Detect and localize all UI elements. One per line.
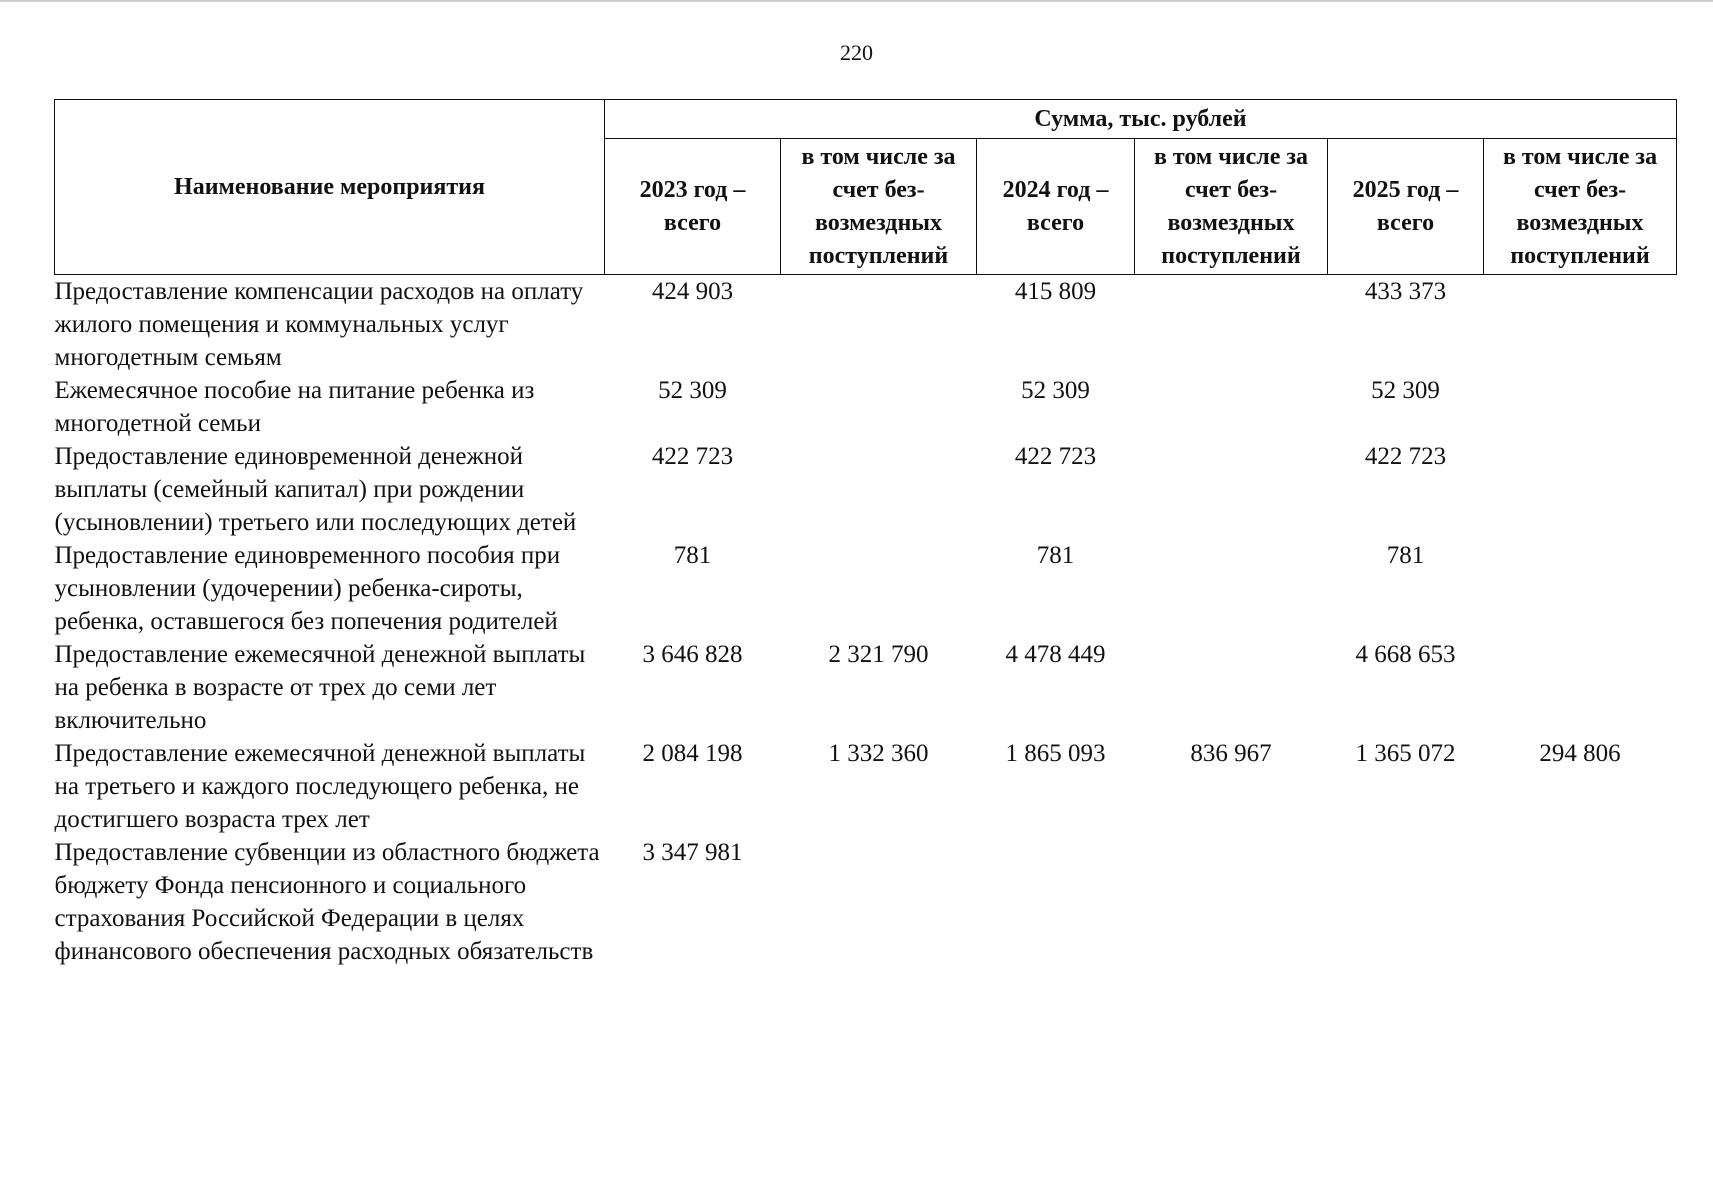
value-2024-free (1135, 836, 1328, 968)
value-2025-total (1328, 836, 1484, 968)
row-name: Предоставление компенсации расходов на оплату жилого помещения и коммунальных услуг многодетным семьям (54, 278, 584, 371)
row-name: Ежемесячное пособие на питание ребенка из многодетной семьи (54, 377, 535, 437)
value-2025-total: 4 668 653 (1355, 641, 1456, 668)
page-number: 220 (840, 40, 873, 65)
header-2023-free: в том числе за счет без-возмездных поступлений (781, 139, 977, 275)
value-2024-total: 781 (1036, 542, 1075, 569)
value-2023-free: 1 332 360 (828, 740, 929, 767)
table-row (55, 440, 1677, 539)
row-name: Предоставление единовременной денежной выплаты (семейный капитал) при рождении (усыновлении) третьего или последующих детей (54, 443, 577, 536)
value-2024-total: 1 865 093 (1005, 740, 1106, 767)
value-2025-free (1484, 638, 1677, 737)
value-2024-free (1135, 374, 1328, 440)
row-name: Предоставление единовременного пособия при усыновлении (удочерении) ребенка-сироты, ребенка, оставшегося без попечения родителей (54, 542, 561, 635)
header-2024-free: в том числе за счет без-возмездных поступлений (1135, 139, 1328, 275)
budget-table (54, 99, 1677, 968)
value-2023-free (781, 539, 977, 638)
header-sum-group: Сумма, тыс. рублей (605, 100, 1677, 139)
table-header (55, 100, 1677, 275)
header-name-column: Наименование мероприятия (55, 100, 605, 275)
value-2024-free (1135, 440, 1328, 539)
table-row (55, 638, 1677, 737)
value-2023-free (781, 275, 977, 375)
value-2024-free (1135, 539, 1328, 638)
value-2023-total: 781 (673, 542, 712, 569)
row-name: Предоставление субвенции из областного бюджета бюджету Фонда пенсионного и социального страхования Российской Федерации в целях финансового обеспечения расходных обязательств (54, 839, 600, 965)
value-2023-total: 52 309 (658, 377, 727, 404)
value-2025-total: 433 373 (1364, 278, 1447, 305)
header-2023-total: 2023 год – всего (605, 139, 781, 275)
value-2023-total: 3 646 828 (642, 641, 743, 668)
value-2025-total: 52 309 (1371, 377, 1440, 404)
value-2025-total: 1 365 072 (1355, 740, 1456, 767)
value-2023-total: 424 903 (651, 278, 734, 305)
value-2024-total: 4 478 449 (1005, 641, 1106, 668)
value-2025-free (1484, 836, 1677, 968)
value-2023-free (781, 836, 977, 968)
scan-top-edge (0, 0, 1713, 2)
header-2024-total: 2024 год – всего (977, 139, 1135, 275)
table-row (55, 374, 1677, 440)
value-2025-free (1484, 374, 1677, 440)
value-2024-free (1135, 275, 1328, 375)
value-2024-total (977, 836, 1135, 968)
header-2025-total: 2025 год – всего (1328, 139, 1484, 275)
header-2025-free: в том числе за счет без-возмездных поступлений (1484, 139, 1677, 275)
table-body (55, 275, 1677, 969)
value-2023-total: 3 347 981 (642, 839, 743, 866)
value-2024-total: 422 723 (1014, 443, 1097, 470)
value-2024-free (1135, 638, 1328, 737)
value-2024-total: 52 309 (1021, 377, 1090, 404)
row-name: Предоставление ежемесячной денежной выплаты на ребенка в возрасте от трех до семи лет включительно (54, 641, 586, 734)
value-2023-free: 2 321 790 (828, 641, 929, 668)
value-2023-free (781, 440, 977, 539)
value-2025-free (1484, 275, 1677, 375)
table-row (55, 539, 1677, 638)
value-2025-free (1484, 539, 1677, 638)
value-2024-total: 415 809 (1014, 278, 1097, 305)
value-2025-total: 781 (1386, 542, 1425, 569)
value-2025-total: 422 723 (1364, 443, 1447, 470)
table-row (55, 737, 1677, 836)
value-2023-free (781, 374, 977, 440)
table-row (55, 836, 1677, 968)
value-2025-free: 294 806 (1539, 740, 1621, 767)
table-row (55, 275, 1677, 375)
value-2023-total: 422 723 (651, 443, 734, 470)
value-2024-free: 836 967 (1190, 740, 1272, 767)
value-2023-total: 2 084 198 (642, 740, 743, 767)
row-name: Предоставление ежемесячной денежной выплаты на третьего и каждого последующего ребенка, не достигшего возраста трех лет (54, 740, 586, 833)
value-2025-free (1484, 440, 1677, 539)
